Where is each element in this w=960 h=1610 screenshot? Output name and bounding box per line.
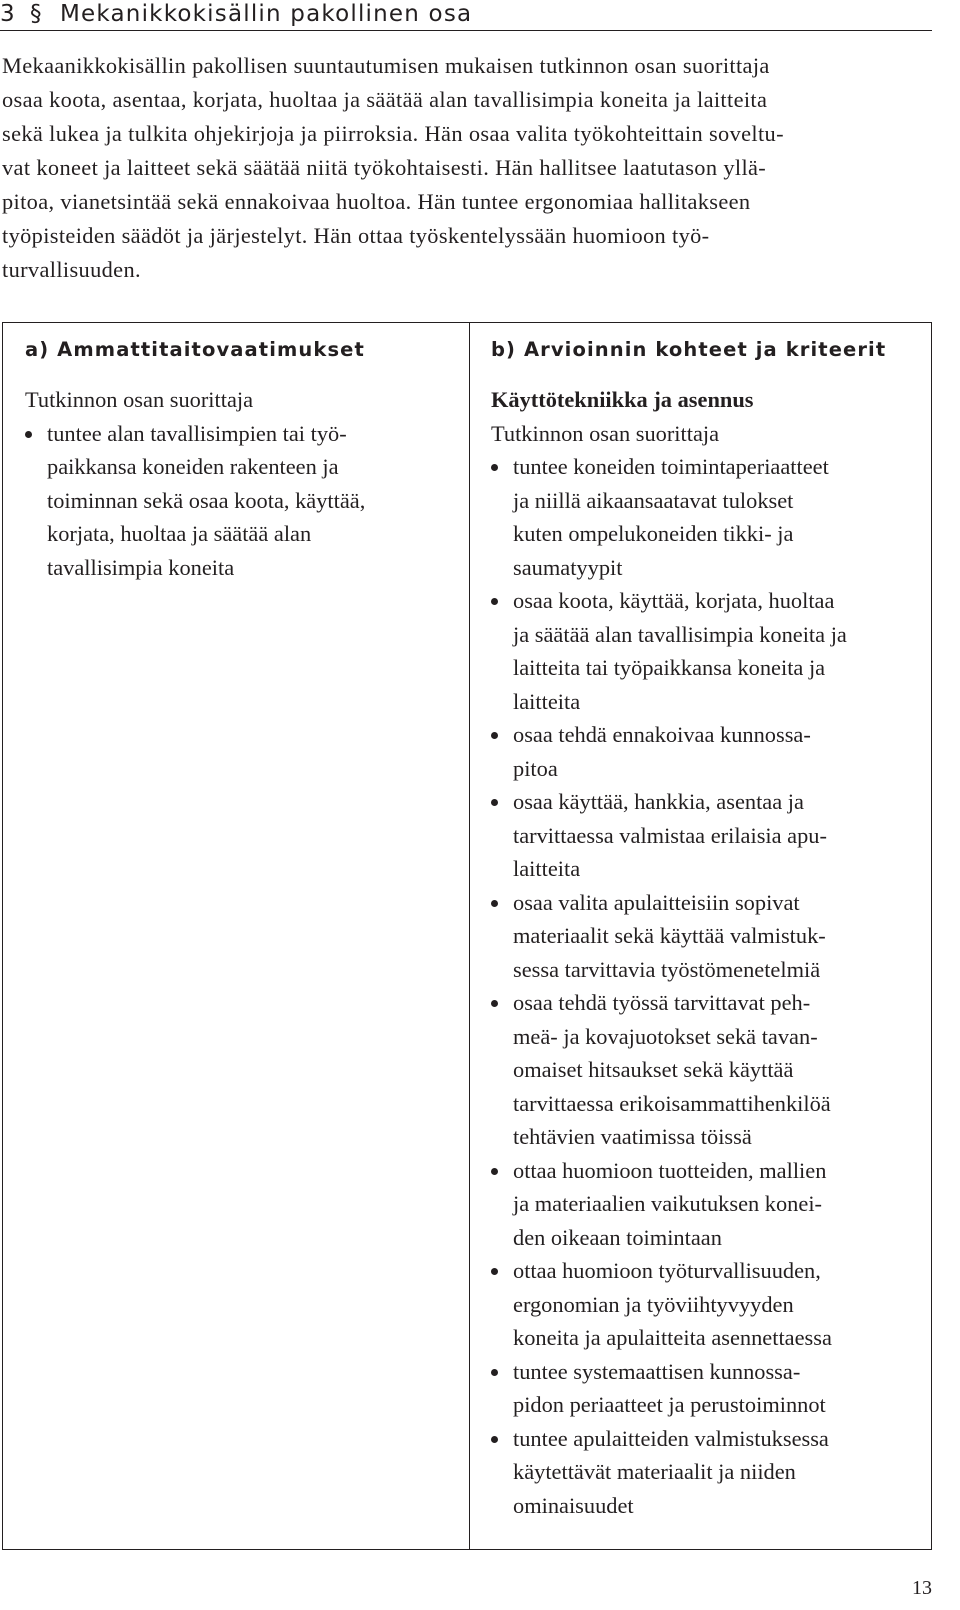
bullet-line: tehtävien vaatimissa töissä xyxy=(513,1124,752,1149)
column-a xyxy=(25,383,455,584)
bullet-line: koneita ja apulaitteita asennettaessa xyxy=(513,1325,832,1350)
intro-line: Mekaanikkokisällin pakollisen suuntautumisen mukaisen tutkinnon osan suorittaja xyxy=(2,53,770,78)
bullet-line: omaiset hitsaukset sekä käyttää xyxy=(513,1057,794,1082)
list-item xyxy=(491,785,921,886)
bullet-line: tarvittaessa erikoisammattihenkilöä xyxy=(513,1090,831,1116)
section-title: Mekanikkokisällin pakollinen osa xyxy=(60,1,473,27)
bullet-line: paikkansa koneiden rakenteen ja xyxy=(47,454,339,479)
bullet-line: pitoa xyxy=(513,755,558,781)
list-item xyxy=(491,718,921,785)
bullet-line: ja materiaalien vaikutuksen konei- xyxy=(513,1191,822,1216)
list-item xyxy=(491,1422,921,1523)
bullet-line: materiaalit sekä käyttää valmistuk- xyxy=(513,923,826,948)
bullet-line: saumatyypit xyxy=(513,554,623,580)
bullet-line: käytettävät materiaalit ja niiden xyxy=(513,1459,796,1484)
bullet-line: laitteita tai työpaikkansa koneita ja xyxy=(513,655,826,680)
bullet-line: tuntee koneiden toimintaperiaatteet xyxy=(513,454,829,479)
bullet-line: osaa tehdä ennakoivaa kunnossa- xyxy=(513,722,811,747)
column-a-header: a) Ammattitaitovaatimukset xyxy=(25,338,365,361)
bullet-line: ottaa huomioon tuotteiden, mallien xyxy=(513,1157,827,1183)
column-a-subheading: Tutkinnon osan suorittaja xyxy=(25,387,254,412)
bullet-line: osaa koota, käyttää, korjata, huoltaa xyxy=(513,588,835,613)
column-b-bold-subheading: Käyttötekniikka ja asennus xyxy=(491,387,754,412)
bullet-line: tarvittaessa valmistaa erilaisia apu- xyxy=(513,822,827,848)
list-item xyxy=(491,584,921,718)
bullet-line: toiminnan sekä osaa koota, käyttää, xyxy=(47,487,366,513)
section-heading xyxy=(0,0,932,31)
bullet-line: osaa valita apulaitteisiin sopivat xyxy=(513,889,800,915)
bullet-line: pidon periaatteet ja perustoiminnot xyxy=(513,1392,826,1417)
bullet-line: korjata, huoltaa ja säätää alan xyxy=(47,521,312,546)
section-number: 3 xyxy=(0,1,16,27)
bullet-line: den oikeaan toimintaan xyxy=(513,1224,722,1250)
intro-line: turvallisuuden. xyxy=(2,257,141,282)
requirements-table xyxy=(2,322,932,1550)
bullet-line: tavallisimpia koneita xyxy=(47,554,235,580)
list-item xyxy=(491,886,921,987)
page-number: 13 xyxy=(912,1577,932,1599)
bullet-line: sessa tarvittavia työstömenetelmiä xyxy=(513,956,821,982)
bullet-line: osaa käyttää, hankkia, asentaa ja xyxy=(513,789,804,814)
bullet-line: ja niillä aikaansaatavat tulokset xyxy=(513,487,794,513)
intro-line: vat koneet ja laitteet sekä säätää niitä työkohtaisesti. Hän hallitsee laatutason yllä- xyxy=(2,155,767,180)
bullet-line: laitteita xyxy=(513,856,581,881)
intro-line: sekä lukea ja tulkita ohjekirjoja ja piirroksia. Hän osaa valita työkohteittain soveltu- xyxy=(2,121,784,146)
bullet-line: osaa tehdä työssä tarvittavat peh- xyxy=(513,990,811,1015)
bullet-line: ergonomian ja työviihtyvyyden xyxy=(513,1291,794,1317)
bullet-line: tuntee apulaitteiden valmistuksessa xyxy=(513,1425,829,1451)
list-item xyxy=(491,1254,921,1355)
intro-line: työpisteiden säädöt ja järjestelyt. Hän ottaa työskentelyssään huomioon työ- xyxy=(2,223,710,248)
bullet-line: ominaisuudet xyxy=(513,1492,634,1518)
bullet-line: tuntee systemaattisen kunnossa- xyxy=(513,1358,801,1384)
column-divider xyxy=(469,323,470,1549)
intro-paragraph xyxy=(2,49,922,287)
list-item xyxy=(491,1154,921,1255)
bullet-line: laitteita xyxy=(513,688,581,714)
bullet-line: meä- ja kovajuotokset sekä tavan- xyxy=(513,1023,818,1049)
intro-line: pitoa, vianetsintää sekä ennakoivaa huoltoa. Hän tuntee ergonomiaa hallitakseen xyxy=(2,189,751,214)
section-sign: § xyxy=(30,1,43,27)
bullet-line: ottaa huomioon työturvallisuuden, xyxy=(513,1258,821,1283)
bullet-line: tuntee alan tavallisimpien tai työ- xyxy=(47,420,347,446)
list-item xyxy=(491,1355,921,1422)
bullet-line: kuten ompelukoneiden tikki- ja xyxy=(513,521,794,546)
list-item xyxy=(491,986,921,1154)
intro-line: osaa koota, asentaa, korjata, huoltaa ja säätää alan tavallisimpia koneita ja laitteita xyxy=(2,87,768,112)
list-item xyxy=(491,450,921,584)
list-item xyxy=(25,417,455,585)
column-b xyxy=(491,383,921,1522)
column-b-bullets xyxy=(491,450,921,1522)
bullet-line: ja säätää alan tavallisimpia koneita ja xyxy=(513,621,847,647)
column-b-subheading: Tutkinnon osan suorittaja xyxy=(491,420,720,446)
column-a-bullets xyxy=(25,417,455,585)
column-b-header: b) Arvioinnin kohteet ja kriteerit xyxy=(491,338,887,361)
